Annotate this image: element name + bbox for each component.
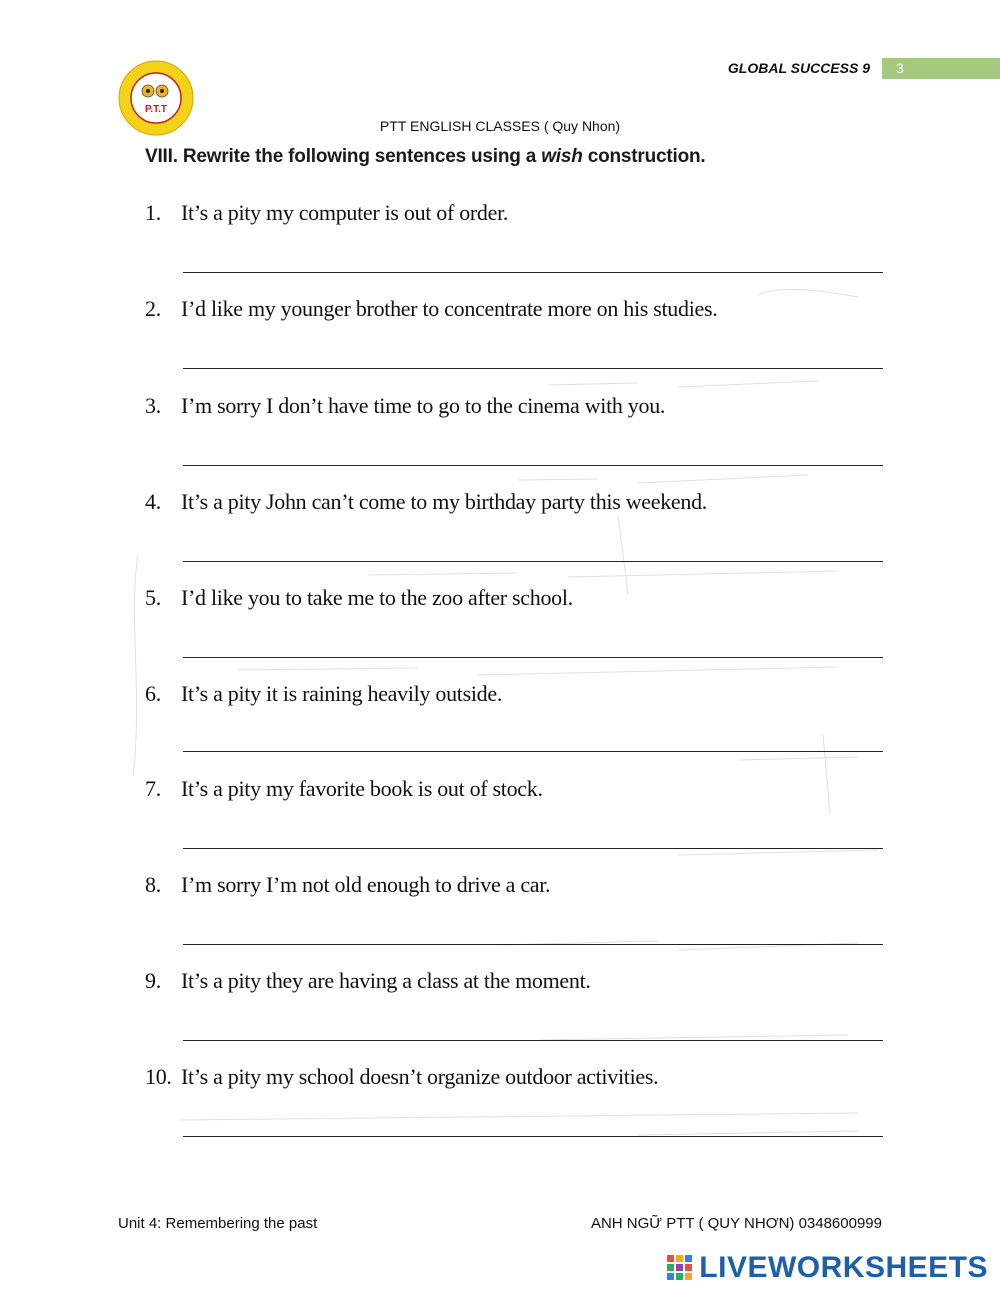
answer-line[interactable]	[183, 1136, 883, 1137]
heading-suffix: construction.	[582, 146, 706, 167]
exercise-item	[145, 872, 550, 898]
answer-line[interactable]	[183, 1040, 883, 1041]
logo-text: P.T.T	[144, 104, 168, 115]
item-number: 7.	[145, 776, 161, 801]
answer-line[interactable]	[183, 561, 883, 562]
footer-contact: ANH NGỮ PTT ( QUY NHƠN) 0348600999	[590, 1215, 882, 1232]
item-number: 6.	[145, 681, 161, 706]
page-subtitle: PTT ENGLISH CLASSES ( Quy Nhon)	[379, 118, 621, 134]
answer-line[interactable]	[183, 272, 883, 273]
page-number: 3	[896, 60, 904, 76]
exercise-item	[145, 681, 502, 707]
answer-line[interactable]	[183, 751, 883, 752]
item-text: It’s a pity my computer is out of order.	[181, 200, 509, 225]
exercise-item	[145, 585, 573, 611]
item-text: It’s a pity John can’t come to my birthday party this weekend.	[181, 489, 707, 514]
liveworksheets-watermark	[667, 1250, 988, 1286]
answer-line[interactable]	[183, 368, 883, 369]
heading-prefix: VIII. Rewrite the following sentences using a	[145, 146, 542, 167]
item-text: It’s a pity my school doesn’t organize outdoor activities.	[181, 1064, 659, 1089]
item-text: I’m sorry I’m not old enough to drive a car.	[181, 872, 551, 897]
exercise-item	[145, 1064, 658, 1090]
page-header-title: GLOBAL SUCCESS 9	[727, 60, 870, 76]
exercise-heading	[145, 146, 705, 168]
item-text: I’m sorry I don’t have time to go to the cinema with you.	[181, 393, 666, 418]
item-text: It’s a pity my favorite book is out of stock.	[181, 776, 543, 801]
item-number: 3.	[145, 393, 161, 418]
exercise-item	[145, 968, 591, 994]
item-text: I’d like my younger brother to concentrate more on his studies.	[181, 296, 718, 321]
exercise-item	[145, 200, 508, 226]
item-text: It’s a pity it is raining heavily outside.	[181, 681, 503, 706]
answer-line[interactable]	[183, 657, 883, 658]
item-number: 10.	[145, 1064, 172, 1089]
item-number: 5.	[145, 585, 161, 610]
exercise-item	[145, 776, 543, 802]
scan-texture	[118, 135, 888, 1185]
footer-unit: Unit 4: Remembering the past	[118, 1215, 318, 1232]
exercise-item	[145, 393, 665, 419]
exercise-item	[145, 296, 717, 322]
liveworksheets-brand: LIVEWORKSHEETS	[699, 1251, 988, 1284]
heading-emphasis: wish	[541, 146, 583, 167]
answer-line[interactable]	[183, 465, 883, 466]
item-number: 2.	[145, 296, 161, 321]
exercise-item	[145, 489, 707, 515]
item-number: 1.	[145, 200, 161, 225]
liveworksheets-logo-icon	[667, 1255, 693, 1281]
item-text: It’s a pity they are having a class at the moment.	[181, 968, 591, 993]
item-number: 9.	[145, 968, 161, 993]
answer-line[interactable]	[183, 848, 883, 849]
page-number-bar	[882, 58, 1000, 79]
answer-line[interactable]	[183, 944, 883, 945]
item-number: 8.	[145, 872, 161, 897]
item-number: 4.	[145, 489, 161, 514]
item-text: I’d like you to take me to the zoo after school.	[181, 585, 573, 610]
